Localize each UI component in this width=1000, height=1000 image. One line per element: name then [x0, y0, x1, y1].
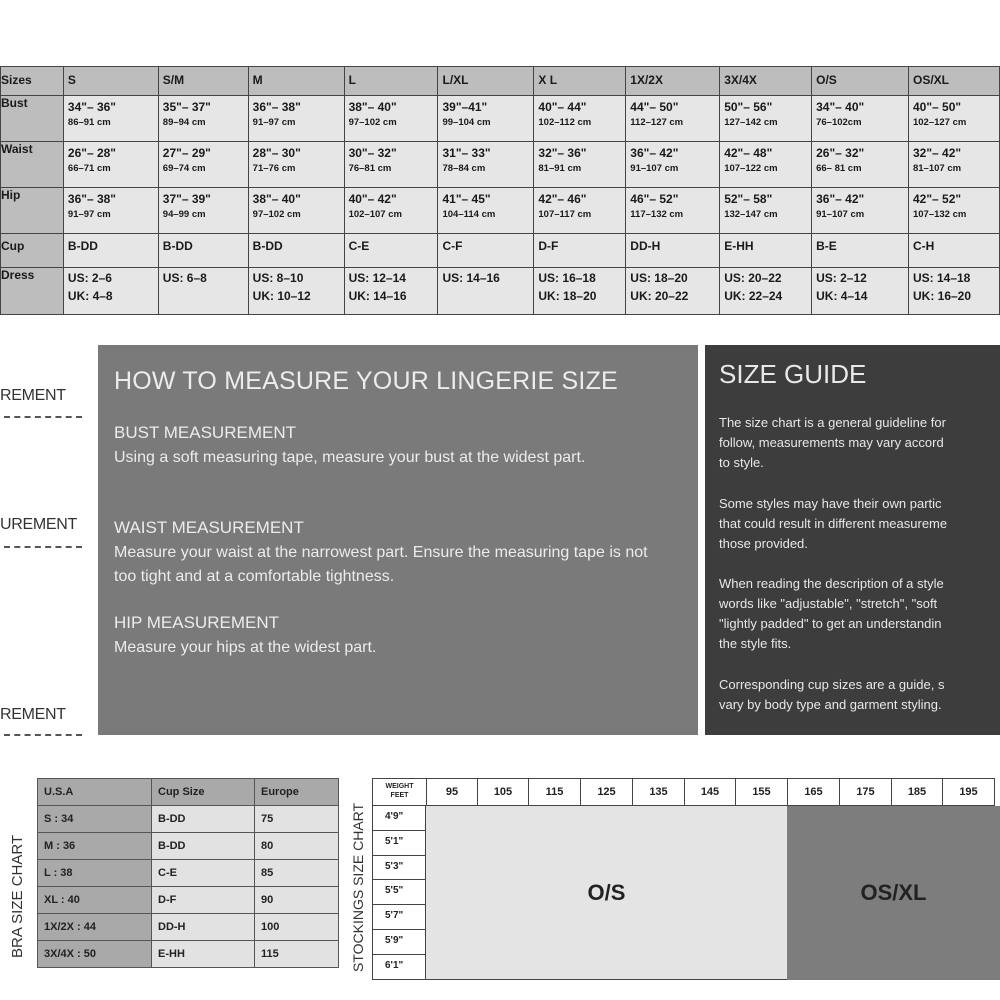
- stockings-weight-cell: 175: [840, 779, 892, 805]
- bust-cm: 89–94 cm: [162, 117, 206, 128]
- cup-cell: B-DD: [248, 234, 344, 268]
- stockings-weight-cell: 195: [943, 779, 995, 805]
- hip-cm: 91–107 cm: [816, 209, 865, 220]
- hip-cell: [534, 188, 626, 234]
- bra-cell: DD-H: [152, 914, 255, 941]
- bra-cell: B-DD: [152, 833, 255, 860]
- stockings-height-cell: 5'9": [372, 930, 426, 955]
- stockings-weight-cell: 95: [427, 779, 478, 805]
- bust-inches: 36"– 38": [252, 100, 301, 114]
- hip-cm: 107–117 cm: [538, 209, 592, 220]
- bra-cell: 3X/4X : 50: [38, 941, 152, 968]
- stockings-height-cell: 5'5": [372, 880, 426, 905]
- waist-heading: WAIST MEASUREMENT: [114, 518, 304, 537]
- hip-inches: 38"– 40": [252, 192, 301, 206]
- waist-cm: 78–84 cm: [442, 163, 486, 174]
- zone-os: [426, 806, 787, 980]
- dress-uk: UK: 22–24: [724, 289, 783, 303]
- stockings-height-cell: 4'9": [372, 806, 426, 831]
- bust-inches: 50"– 56": [724, 100, 773, 114]
- waist-cm: 107–122 cm: [724, 163, 778, 174]
- dress-cell: [158, 268, 248, 315]
- dress-cell: [534, 268, 626, 315]
- hip-cell: [344, 188, 438, 234]
- waist-cm: 76–81 cm: [348, 163, 392, 174]
- size-header-cell: L: [344, 67, 438, 96]
- bra-row: [38, 941, 339, 968]
- hip-cm: 102–107 cm: [348, 209, 402, 220]
- waist-cm: 66–71 cm: [67, 163, 111, 174]
- dress-us: US: 20–22: [724, 271, 782, 285]
- size-header-cell: S: [63, 67, 158, 96]
- bra-cell: 75: [255, 806, 339, 833]
- hip-inches: 36"– 42": [816, 192, 865, 206]
- size-guide-panel: [705, 345, 1000, 735]
- waist-cell: [908, 142, 999, 188]
- dashed-divider: [4, 734, 82, 736]
- hip-cell: [908, 188, 999, 234]
- hip-inches: 41"– 45": [442, 192, 491, 206]
- hip-inches: 40"– 42": [348, 192, 397, 206]
- stockings-weight-cell: 155: [736, 779, 788, 805]
- dress-uk: UK: 4–14: [816, 289, 868, 303]
- how-to-measure-panel: [98, 345, 698, 735]
- bust-cm: 102–112 cm: [538, 117, 592, 128]
- hip-row-label: Hip: [1, 188, 64, 234]
- waist-cell: [438, 142, 534, 188]
- cup-cell: B-DD: [158, 234, 248, 268]
- dress-cell: [248, 268, 344, 315]
- size-header-cell: 1X/2X: [626, 67, 720, 96]
- size-table: [0, 66, 1000, 315]
- bust-inches: 40"– 44": [538, 100, 587, 114]
- stockings-weight-cell: 135: [633, 779, 685, 805]
- waist-cm: 81–91 cm: [538, 163, 582, 174]
- side-label-bust: REMENT: [0, 387, 66, 404]
- bra-row: [38, 806, 339, 833]
- waist-cm: 69–74 cm: [162, 163, 206, 174]
- bra-cell: D-F: [152, 887, 255, 914]
- stockings-weight-cell: 105: [478, 779, 529, 805]
- size-header-cell: O/S: [812, 67, 909, 96]
- bra-cell: E-HH: [152, 941, 255, 968]
- waist-inches: 32"– 42": [912, 146, 962, 160]
- stockings-chart-title: STOCKINGS SIZE CHART: [350, 802, 366, 972]
- bust-row-label: Bust: [1, 96, 64, 142]
- bra-header-cell: Cup Size: [152, 779, 255, 806]
- zone-osxl-label: OS/XL: [860, 880, 927, 905]
- waist-cell: [626, 142, 720, 188]
- bust-cell: [720, 96, 812, 142]
- stockings-height-cell: 5'3": [372, 856, 426, 881]
- hip-cm: 91–97 cm: [67, 209, 111, 220]
- bra-cell: S : 34: [38, 806, 152, 833]
- dress-uk: UK: 18–20: [538, 289, 597, 303]
- dashed-divider: [4, 546, 82, 548]
- waist-cm: 91–107 cm: [630, 163, 679, 174]
- cup-cell: D-F: [534, 234, 626, 268]
- bust-text: Using a soft measuring tape, measure your bust at the widest part.: [114, 449, 586, 466]
- hip-cm: 94–99 cm: [162, 209, 206, 220]
- size-guide-paragraph: Corresponding cup sizes are a guide, s vary by body type and garment styling.: [719, 677, 945, 712]
- waist-inches: 27"– 29": [162, 146, 211, 160]
- cup-cell: B-E: [812, 234, 909, 268]
- dress-us: US: 8–10: [252, 271, 304, 285]
- dress-us: US: 16–18: [538, 271, 596, 285]
- bra-row: [38, 860, 339, 887]
- bust-cm: 97–102 cm: [348, 117, 397, 128]
- dress-cell: [438, 268, 534, 315]
- dress-cell: [720, 268, 812, 315]
- dress-cell: [908, 268, 999, 315]
- waist-inches: 26"– 28": [67, 146, 116, 160]
- bra-cell: 1X/2X : 44: [38, 914, 152, 941]
- size-header-cell: 3X/4X: [720, 67, 812, 96]
- dress-uk: UK: 16–20: [912, 289, 972, 303]
- hip-inches: 37"– 39": [162, 192, 211, 206]
- waist-cell: [248, 142, 344, 188]
- cup-cell: C-E: [344, 234, 438, 268]
- size-guide-paragraph: When reading the description of a style words like "adjustable", "stretch", "soft "lightly padded" to get an understandin the style fits.: [719, 576, 944, 651]
- side-label-waist: UREMENT: [0, 516, 78, 533]
- hip-inches: 42"– 46": [538, 192, 587, 206]
- hip-cm: 132–147 cm: [724, 209, 778, 220]
- hip-cm: 107–132 cm: [912, 209, 967, 220]
- bust-inches: 38"– 40": [348, 100, 397, 114]
- dress-us: US: 2–12: [816, 271, 867, 285]
- stockings-weight-cell: 145: [685, 779, 736, 805]
- size-guide-paragraph: Some styles may have their own partic that could result in different measureme those provided.: [719, 496, 948, 551]
- bust-inches: 35"– 37": [162, 100, 211, 114]
- waist-cell: [158, 142, 248, 188]
- waist-inches: 26"– 32": [816, 146, 865, 160]
- bra-header-cell: U.S.A: [38, 779, 152, 806]
- stockings-weight-cell: 115: [529, 779, 581, 805]
- dress-row: [1, 268, 1000, 315]
- hip-row: [1, 188, 1000, 234]
- bra-header-cell: Europe: [255, 779, 339, 806]
- waist-inches: 31"– 33": [442, 146, 491, 160]
- hip-cell: [158, 188, 248, 234]
- hip-cell: [720, 188, 812, 234]
- waist-inches: 28"– 30": [252, 146, 301, 160]
- waist-cm: 66– 81 cm: [816, 163, 862, 174]
- zone-osxl: [787, 806, 1000, 980]
- hip-cm: 104–114 cm: [442, 209, 496, 220]
- bra-cell: B-DD: [152, 806, 255, 833]
- bust-cm: 99–104 cm: [442, 117, 491, 128]
- bra-cell: XL : 40: [38, 887, 152, 914]
- waist-row-label: Waist: [1, 142, 64, 188]
- size-header-cell: L/XL: [438, 67, 534, 96]
- dress-us: US: 14–18: [912, 271, 971, 285]
- waist-inches: 32"– 36": [538, 146, 587, 160]
- dress-uk: UK: 14–16: [348, 289, 407, 303]
- dress-us: US: 14–16: [442, 271, 500, 285]
- waist-cm: 81–107 cm: [912, 163, 962, 174]
- cup-cell: B-DD: [63, 234, 158, 268]
- bust-inches: 34"– 36": [67, 100, 116, 114]
- how-to-title: HOW TO MEASURE YOUR LINGERIE SIZE: [114, 367, 618, 395]
- waist-cell: [344, 142, 438, 188]
- bust-inches: 40"– 50": [912, 100, 962, 114]
- bra-chart-title: BRA SIZE CHART: [9, 834, 26, 958]
- hip-inches: 46"– 52": [630, 192, 679, 206]
- dress-cell: [626, 268, 720, 315]
- hip-cell: [812, 188, 909, 234]
- waist-cm: 71–76 cm: [252, 163, 296, 174]
- hip-inches: 52"– 58": [724, 192, 773, 206]
- size-header-row: [1, 67, 1000, 96]
- hip-inches: 36"– 38": [67, 192, 116, 206]
- stockings-height-column: [372, 806, 426, 980]
- bust-row: [1, 96, 1000, 142]
- bust-cm: 112–127 cm: [630, 117, 684, 128]
- waist-row: [1, 142, 1000, 188]
- dashed-divider: [4, 416, 82, 418]
- stockings-weight-cell: 125: [581, 779, 633, 805]
- size-guide-paragraph: The size chart is a general guideline for follow, measurements may vary accord to style.: [719, 415, 946, 470]
- bra-cell: 100: [255, 914, 339, 941]
- hip-cell: [438, 188, 534, 234]
- stockings-weight-header: [372, 778, 995, 806]
- dress-us: US: 2–6: [67, 271, 112, 285]
- stockings-corner: WEIGHT FEET: [373, 779, 427, 805]
- size-header-cell: M: [248, 67, 344, 96]
- size-header-cell: S/M: [158, 67, 248, 96]
- bust-cell: [248, 96, 344, 142]
- dress-us: US: 12–14: [348, 271, 406, 285]
- cup-row-label: Cup: [1, 234, 64, 268]
- zone-os-label: O/S: [587, 880, 626, 905]
- cup-cell: E-HH: [720, 234, 812, 268]
- hip-heading: HIP MEASUREMENT: [114, 613, 279, 632]
- dress-row-label: Dress: [1, 268, 64, 315]
- waist-inches: 42"– 48": [724, 146, 773, 160]
- bust-inches: 34"– 40": [816, 100, 865, 114]
- stockings-size-chart: [372, 778, 1000, 980]
- stockings-height-cell: 5'7": [372, 905, 426, 930]
- bust-cm: 127–142 cm: [724, 117, 778, 128]
- bust-heading: BUST MEASUREMENT: [114, 423, 296, 442]
- side-label-hip: REMENT: [0, 706, 66, 723]
- waist-inches: 36"– 42": [630, 146, 679, 160]
- dress-us: US: 6–8: [162, 271, 207, 285]
- stockings-height-cell: 6'1": [372, 955, 426, 980]
- bust-cm: 86–91 cm: [67, 117, 111, 128]
- bra-header-row: [38, 779, 339, 806]
- waist-cell: [720, 142, 812, 188]
- size-header-cell: X L: [534, 67, 626, 96]
- cup-row: [1, 234, 1000, 268]
- bust-inches: 39"–41": [442, 100, 488, 114]
- bust-cell: [626, 96, 720, 142]
- bra-size-table: [37, 778, 339, 968]
- hip-cell: [248, 188, 344, 234]
- waist-cell: [63, 142, 158, 188]
- size-guide-title: SIZE GUIDE: [719, 359, 867, 389]
- dress-uk: UK: 10–12: [252, 289, 311, 303]
- bust-inches: 44"– 50": [630, 100, 679, 114]
- bra-cell: 80: [255, 833, 339, 860]
- bra-cell: C-E: [152, 860, 255, 887]
- stockings-height-cell: 5'1": [372, 831, 426, 856]
- bra-row: [38, 914, 339, 941]
- cup-cell: C-H: [908, 234, 999, 268]
- dress-uk: UK: 20–22: [630, 289, 689, 303]
- bust-cell: [158, 96, 248, 142]
- hip-cm: 97–102 cm: [252, 209, 301, 220]
- cup-cell: DD-H: [626, 234, 720, 268]
- bust-cell: [63, 96, 158, 142]
- size-header-cell: OS/XL: [908, 67, 999, 96]
- bra-cell: 85: [255, 860, 339, 887]
- waist-text: Measure your waist at the narrowest part. Ensure the measuring tape is not too tight and at a comfortable tightness.: [114, 544, 648, 585]
- dress-us: US: 18–20: [630, 271, 688, 285]
- stockings-weight-cell: 165: [788, 779, 840, 805]
- bra-row: [38, 887, 339, 914]
- dress-uk: UK: 4–8: [67, 289, 113, 303]
- dress-cell: [344, 268, 438, 315]
- bust-cm: 76–102cm: [816, 117, 862, 128]
- hip-cell: [63, 188, 158, 234]
- bra-cell: M : 36: [38, 833, 152, 860]
- dress-cell: [63, 268, 158, 315]
- bra-row: [38, 833, 339, 860]
- bust-cell: [344, 96, 438, 142]
- waist-inches: 30"– 32": [348, 146, 397, 160]
- bust-cell: [534, 96, 626, 142]
- hip-text: Measure your hips at the widest part.: [114, 639, 377, 656]
- hip-cell: [626, 188, 720, 234]
- waist-cell: [534, 142, 626, 188]
- bust-cell: [908, 96, 999, 142]
- waist-cell: [812, 142, 909, 188]
- size-table-corner: Sizes: [1, 67, 64, 96]
- hip-cm: 117–132 cm: [630, 209, 684, 220]
- bra-cell: 115: [255, 941, 339, 968]
- dress-cell: [812, 268, 909, 315]
- bust-cm: 102–127 cm: [912, 117, 967, 128]
- bra-cell: L : 38: [38, 860, 152, 887]
- bra-cell: 90: [255, 887, 339, 914]
- hip-inches: 42"– 52": [912, 192, 962, 206]
- bust-cell: [812, 96, 909, 142]
- cup-cell: C-F: [438, 234, 534, 268]
- bust-cm: 91–97 cm: [252, 117, 296, 128]
- stockings-weight-cell: 185: [892, 779, 943, 805]
- bust-cell: [438, 96, 534, 142]
